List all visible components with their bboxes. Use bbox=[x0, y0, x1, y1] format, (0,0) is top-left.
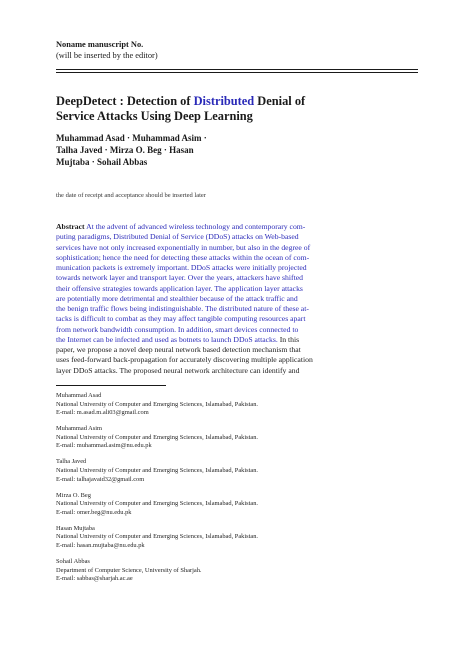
affiliation-block bbox=[56, 525, 436, 551]
author-line-3: Mujtaba · Sohail Abbas bbox=[56, 157, 148, 168]
author-list bbox=[56, 132, 356, 169]
affiliation-block bbox=[56, 458, 436, 484]
abstract-line: the Internet can be infected and used as botnets to launch DDoS attacks. bbox=[56, 334, 278, 344]
affiliation-block bbox=[56, 492, 436, 518]
receipt-note: the date of receipt and acceptance should be inserted later bbox=[56, 192, 206, 199]
affiliation-block bbox=[56, 558, 436, 584]
affiliation-email: E-mail: sabbas@sharjah.ac.ae bbox=[56, 575, 133, 583]
affiliation-block bbox=[56, 392, 436, 418]
affiliation-org: Department of Computer Science, University of Sharjah. bbox=[56, 566, 202, 574]
abstract-line-wrapper bbox=[56, 355, 418, 365]
affiliation-name: Muhammad Asim bbox=[56, 425, 102, 433]
abstract-line: from network bandwidth consumption. In addition, smart devices connected to bbox=[56, 324, 299, 334]
abstract-line-wrapper bbox=[56, 273, 418, 283]
affiliation-name: Hasan Mujtaba bbox=[56, 524, 95, 532]
affiliation-org: National University of Computer and Emerging Sciences, Islamabad, Pakistan. bbox=[56, 500, 259, 508]
abstract-line-wrapper bbox=[56, 366, 418, 376]
abstract-line: are potentially more detrimental and stealthier because of the attack traffic and bbox=[56, 293, 298, 303]
abstract-line-wrapper bbox=[56, 263, 418, 273]
author-line-1: Muhammad Asad · Muhammad Asim · bbox=[56, 133, 207, 143]
affiliation-email: E-mail: muhammad.asim@nu.edu.pk bbox=[56, 442, 152, 450]
affiliation-org: National University of Computer and Emerging Sciences, Islamabad, Pakistan. bbox=[56, 433, 259, 441]
abstract-line: the benign traffic flows being indistinguishable. The distributed nature of these at- bbox=[56, 304, 309, 313]
title-part-2: Denial of bbox=[254, 94, 306, 108]
affiliation-name: Muhammad Asad bbox=[56, 392, 102, 399]
abstract-line: towards network layer and transport layer. Over the years, attackers have shifted bbox=[56, 273, 303, 283]
abstract-line: sophistication; hence the need for detecting these attacks within the ocean of com- bbox=[56, 252, 310, 262]
affiliation-email: E-mail: hasan.mujtaba@nu.edu.pk bbox=[56, 542, 145, 550]
abstract-line: services have not only increased exponentially in number, but also in the degree of bbox=[56, 242, 311, 252]
header-rule-thin bbox=[56, 72, 418, 73]
abstract-body bbox=[56, 222, 418, 376]
title-part-1: DeepDetect : Detection of bbox=[56, 94, 194, 108]
affiliations bbox=[56, 392, 436, 591]
abstract-line: layer DDoS attacks. The proposed neural network architecture can identify and bbox=[56, 365, 300, 375]
affiliation-email: E-mail: m.asad.m.ali03@gmail.com bbox=[56, 409, 149, 417]
abstract-line-wrapper bbox=[56, 243, 418, 253]
affiliation-email: E-mail: omer.beg@nu.edu.pk bbox=[56, 508, 132, 516]
affiliation-org: National University of Computer and Emerging Sciences, Islamabad, Pakistan. bbox=[56, 467, 259, 475]
abstract-line-wrapper bbox=[56, 325, 418, 335]
affiliation-org: National University of Computer and Emerging Sciences, Islamabad, Pakistan. bbox=[56, 533, 259, 541]
paper-title bbox=[56, 94, 418, 124]
abstract bbox=[56, 222, 418, 376]
affiliation-block bbox=[56, 425, 436, 451]
header-rule-thick bbox=[56, 69, 418, 70]
footnote-rule bbox=[56, 385, 166, 386]
abstract-line: tacks is difficult to combat as they may affect tangible computing resources apart bbox=[56, 314, 306, 324]
abstract-line: uses feed-forward back-propagation for accurately discovering multiple application bbox=[56, 355, 313, 365]
abstract-line-wrapper bbox=[56, 335, 418, 345]
manuscript-header-box bbox=[56, 40, 158, 61]
affiliation-name: Mirza O. Beg bbox=[56, 491, 91, 499]
abstract-line-tail: In this bbox=[277, 334, 300, 344]
affiliation-name: Sohail Abbas bbox=[56, 558, 90, 566]
abstract-line: their offensive strategies towards application layer. The application layer attacks bbox=[56, 283, 303, 293]
abstract-line: munication packets is extremely important. DDoS attacks were initially projected bbox=[56, 263, 307, 272]
abstract-line-wrapper bbox=[56, 232, 418, 242]
abstract-line-wrapper bbox=[56, 294, 418, 304]
author-line-2: Talha Javed · Mirza O. Beg · Hasan bbox=[56, 145, 194, 156]
title-line-2: Service Attacks Using Deep Learning bbox=[56, 109, 253, 123]
abstract-line-wrapper bbox=[56, 304, 418, 314]
affiliation-name: Talha Javed bbox=[56, 458, 87, 466]
affiliation-email: E-mail: talhajavaid32@gmail.com bbox=[56, 475, 145, 483]
abstract-line: At the advent of advanced wireless technology and contemporary com- bbox=[84, 222, 306, 231]
title-highlight: Distributed bbox=[193, 94, 255, 108]
abstract-line-wrapper bbox=[56, 253, 418, 263]
abstract-line-wrapper bbox=[56, 345, 418, 355]
abstract-line-wrapper bbox=[56, 314, 418, 324]
abstract-line-wrapper bbox=[56, 284, 418, 294]
abstract-label: Abstract bbox=[56, 222, 85, 231]
abstract-line: paper, we propose a novel deep neural network based detection mechanism that bbox=[56, 345, 301, 354]
abstract-line: puting paradigms, Distributed Denial of Service (DDoS) attacks on Web-based bbox=[56, 232, 299, 242]
affiliation-org: National University of Computer and Emerging Sciences, Islamabad, Pakistan. bbox=[56, 400, 259, 408]
editor-note: (will be inserted by the editor) bbox=[56, 50, 158, 60]
manuscript-number: Noname manuscript No. bbox=[56, 40, 144, 49]
